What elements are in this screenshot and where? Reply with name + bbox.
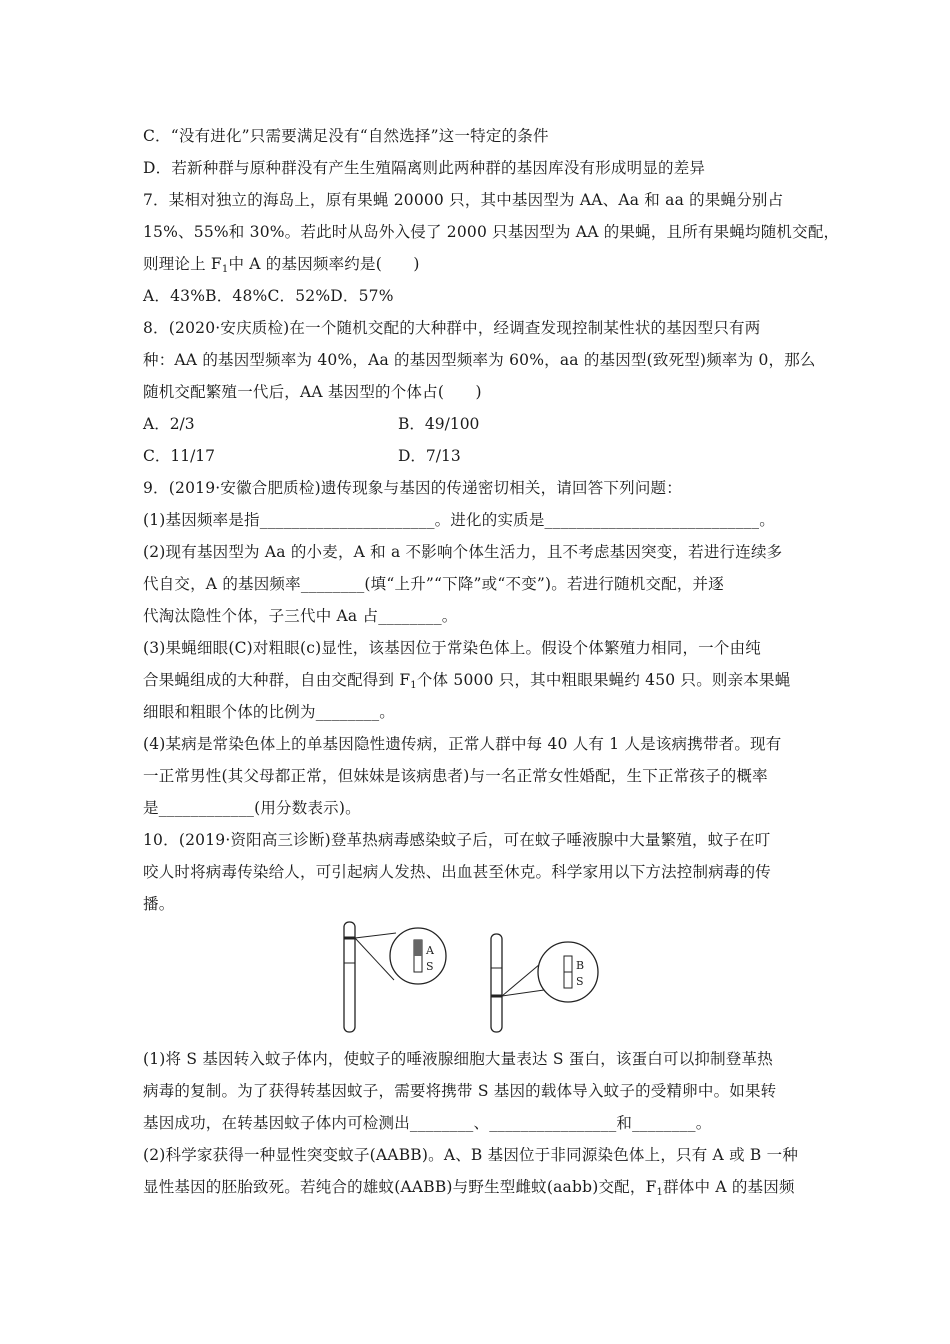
question-9-part-1: (1)基因频率是指______________________。进化的实质是___________________________。 [143, 511, 775, 529]
question-10-line-3: 播。 [143, 895, 175, 913]
question-10-part-1-line-1: (1)将 S 基因转入蚊子体内，使蚊子的唾液腺细胞大量表达 S 蛋白，该蛋白可以抑制登革热 [143, 1050, 773, 1068]
zoom-line-left-bottom [355, 938, 394, 980]
question-8-line-3: 随机交配繁殖一代后，AA 基因型的个体占( ) [143, 383, 482, 401]
question-10-line-1: 10．(2019·资阳高三诊断)登革热病毒感染蚊子后，可在蚊子唾液腺中大量繁殖，蚊子在叮 [143, 831, 771, 849]
question-8-option-d: D．7/13 [398, 447, 461, 465]
label-b: B [576, 959, 585, 972]
question-8-line-2: 种：AA 的基因型频率为 40%，Aa 的基因型频率为 60%，aa 的基因型(致死型)频率为 0，那么 [143, 351, 816, 369]
label-s-left: S [426, 960, 434, 973]
question-7-line-1: 7．某相对独立的海岛上，原有果蝇 20000 只，其中基因型为 AA、Aa 和 aa 的果蝇分别占 [143, 191, 784, 209]
chromosome-diagram [330, 916, 640, 1038]
question-7-options: A．43%B．48%C．52%D．57% [143, 287, 394, 305]
label-a: A [426, 944, 434, 957]
question-9-part-3-line-2: 合果蝇组成的大种群，自由交配得到 $F_1$个体 5000 只，其中粗眼果蝇约 450 只。则亲本果蝇 [143, 671, 791, 691]
zoom-line-left-top [355, 933, 396, 938]
question-10-part-1-line-3: 基因成功，在转基因蚊子体内可检测出________、________________和________。 [143, 1114, 712, 1132]
question-9-part-2-line-2: 代自交，A 的基因频率________(填“上升”“下降”或“不变”)。若进行随机交配，并逐 [143, 575, 724, 593]
question-7-line-2: 15%、55%和 30%。若此时从岛外入侵了 2000 只基因型为 AA 的果蝇，且所有果蝇均随机交配， [143, 223, 840, 241]
question-9-part-4-line-3: 是____________(用分数表示)。 [143, 799, 361, 817]
option-d-text: D．若新种群与原种群没有产生生殖隔离则此两种群的基因库没有形成明显的差异 [143, 159, 706, 177]
question-10-part-1-line-2: 病毒的复制。为了获得转基因蚊子，需要将携带 S 基因的载体导入蚊子的受精卵中。如果转 [143, 1082, 777, 1100]
question-10-part-2-line-2: 显性基因的胚胎致死。若纯合的雄蚊(AABB)与野生型雌蚊(aabb)交配，$F_1$群体中 A 的基因频 [143, 1178, 795, 1198]
question-9-part-2-line-3: 代淘汰隐性个体，子三代中 Aa 占________。 [143, 607, 458, 625]
option-c-text: C．“没有进化”只需要满足没有“自然选择”这一特定的条件 [143, 127, 549, 145]
question-8-option-a: A．2/3 [143, 415, 195, 433]
question-8-option-c: C．11/17 [143, 447, 216, 465]
question-9-part-4-line-1: (4)某病是常染色体上的单基因隐性遗传病，正常人群中每 40 人有 1 人是该病携带者。现有 [143, 735, 782, 753]
question-10-part-2-line-1: (2)科学家获得一种显性突变蚊子(AABB)。A、B 基因位于非同源染色体上，只有 A 或 B 一种 [143, 1146, 799, 1164]
question-8-option-b: B．49/100 [398, 415, 480, 433]
question-9-part-4-line-2: 一正常男性(其父母都正常，但妹妹是该病患者)与一名正常女性婚配，生下正常孩子的概率 [143, 767, 768, 785]
chromosome-right [491, 934, 502, 1032]
question-9-part-3-line-1: (3)果蝇细眼(C)对粗眼(c)显性，该基因位于常染色体上。假设个体繁殖力相同，一个由纯 [143, 639, 761, 657]
question-9-part-3-line-3: 细眼和粗眼个体的比例为________。 [143, 703, 396, 721]
question-8-line-1: 8．(2020·安庆质检)在一个随机交配的大种群中，经调查发现控制某性状的基因型只有两 [143, 319, 761, 337]
question-10-line-2: 咬人时将病毒传染给人，可引起病人发热、出血甚至休克。科学家用以下方法控制病毒的传 [143, 863, 772, 881]
question-9-part-2-line-1: (2)现有基因型为 Aa 的小麦，A 和 a 不影响个体生活力，且不考虑基因突变，若进行连续多 [143, 543, 783, 561]
question-7-line-3: 则理论上 $F_1$中 A 的基因频率约是( ) [143, 255, 420, 275]
label-s-right: S [576, 975, 584, 988]
question-9-stem: 9．(2019·安徽合肥质检)遗传现象与基因的传递密切相关，请回答下列问题： [143, 479, 682, 497]
gene-a-band [414, 940, 422, 956]
